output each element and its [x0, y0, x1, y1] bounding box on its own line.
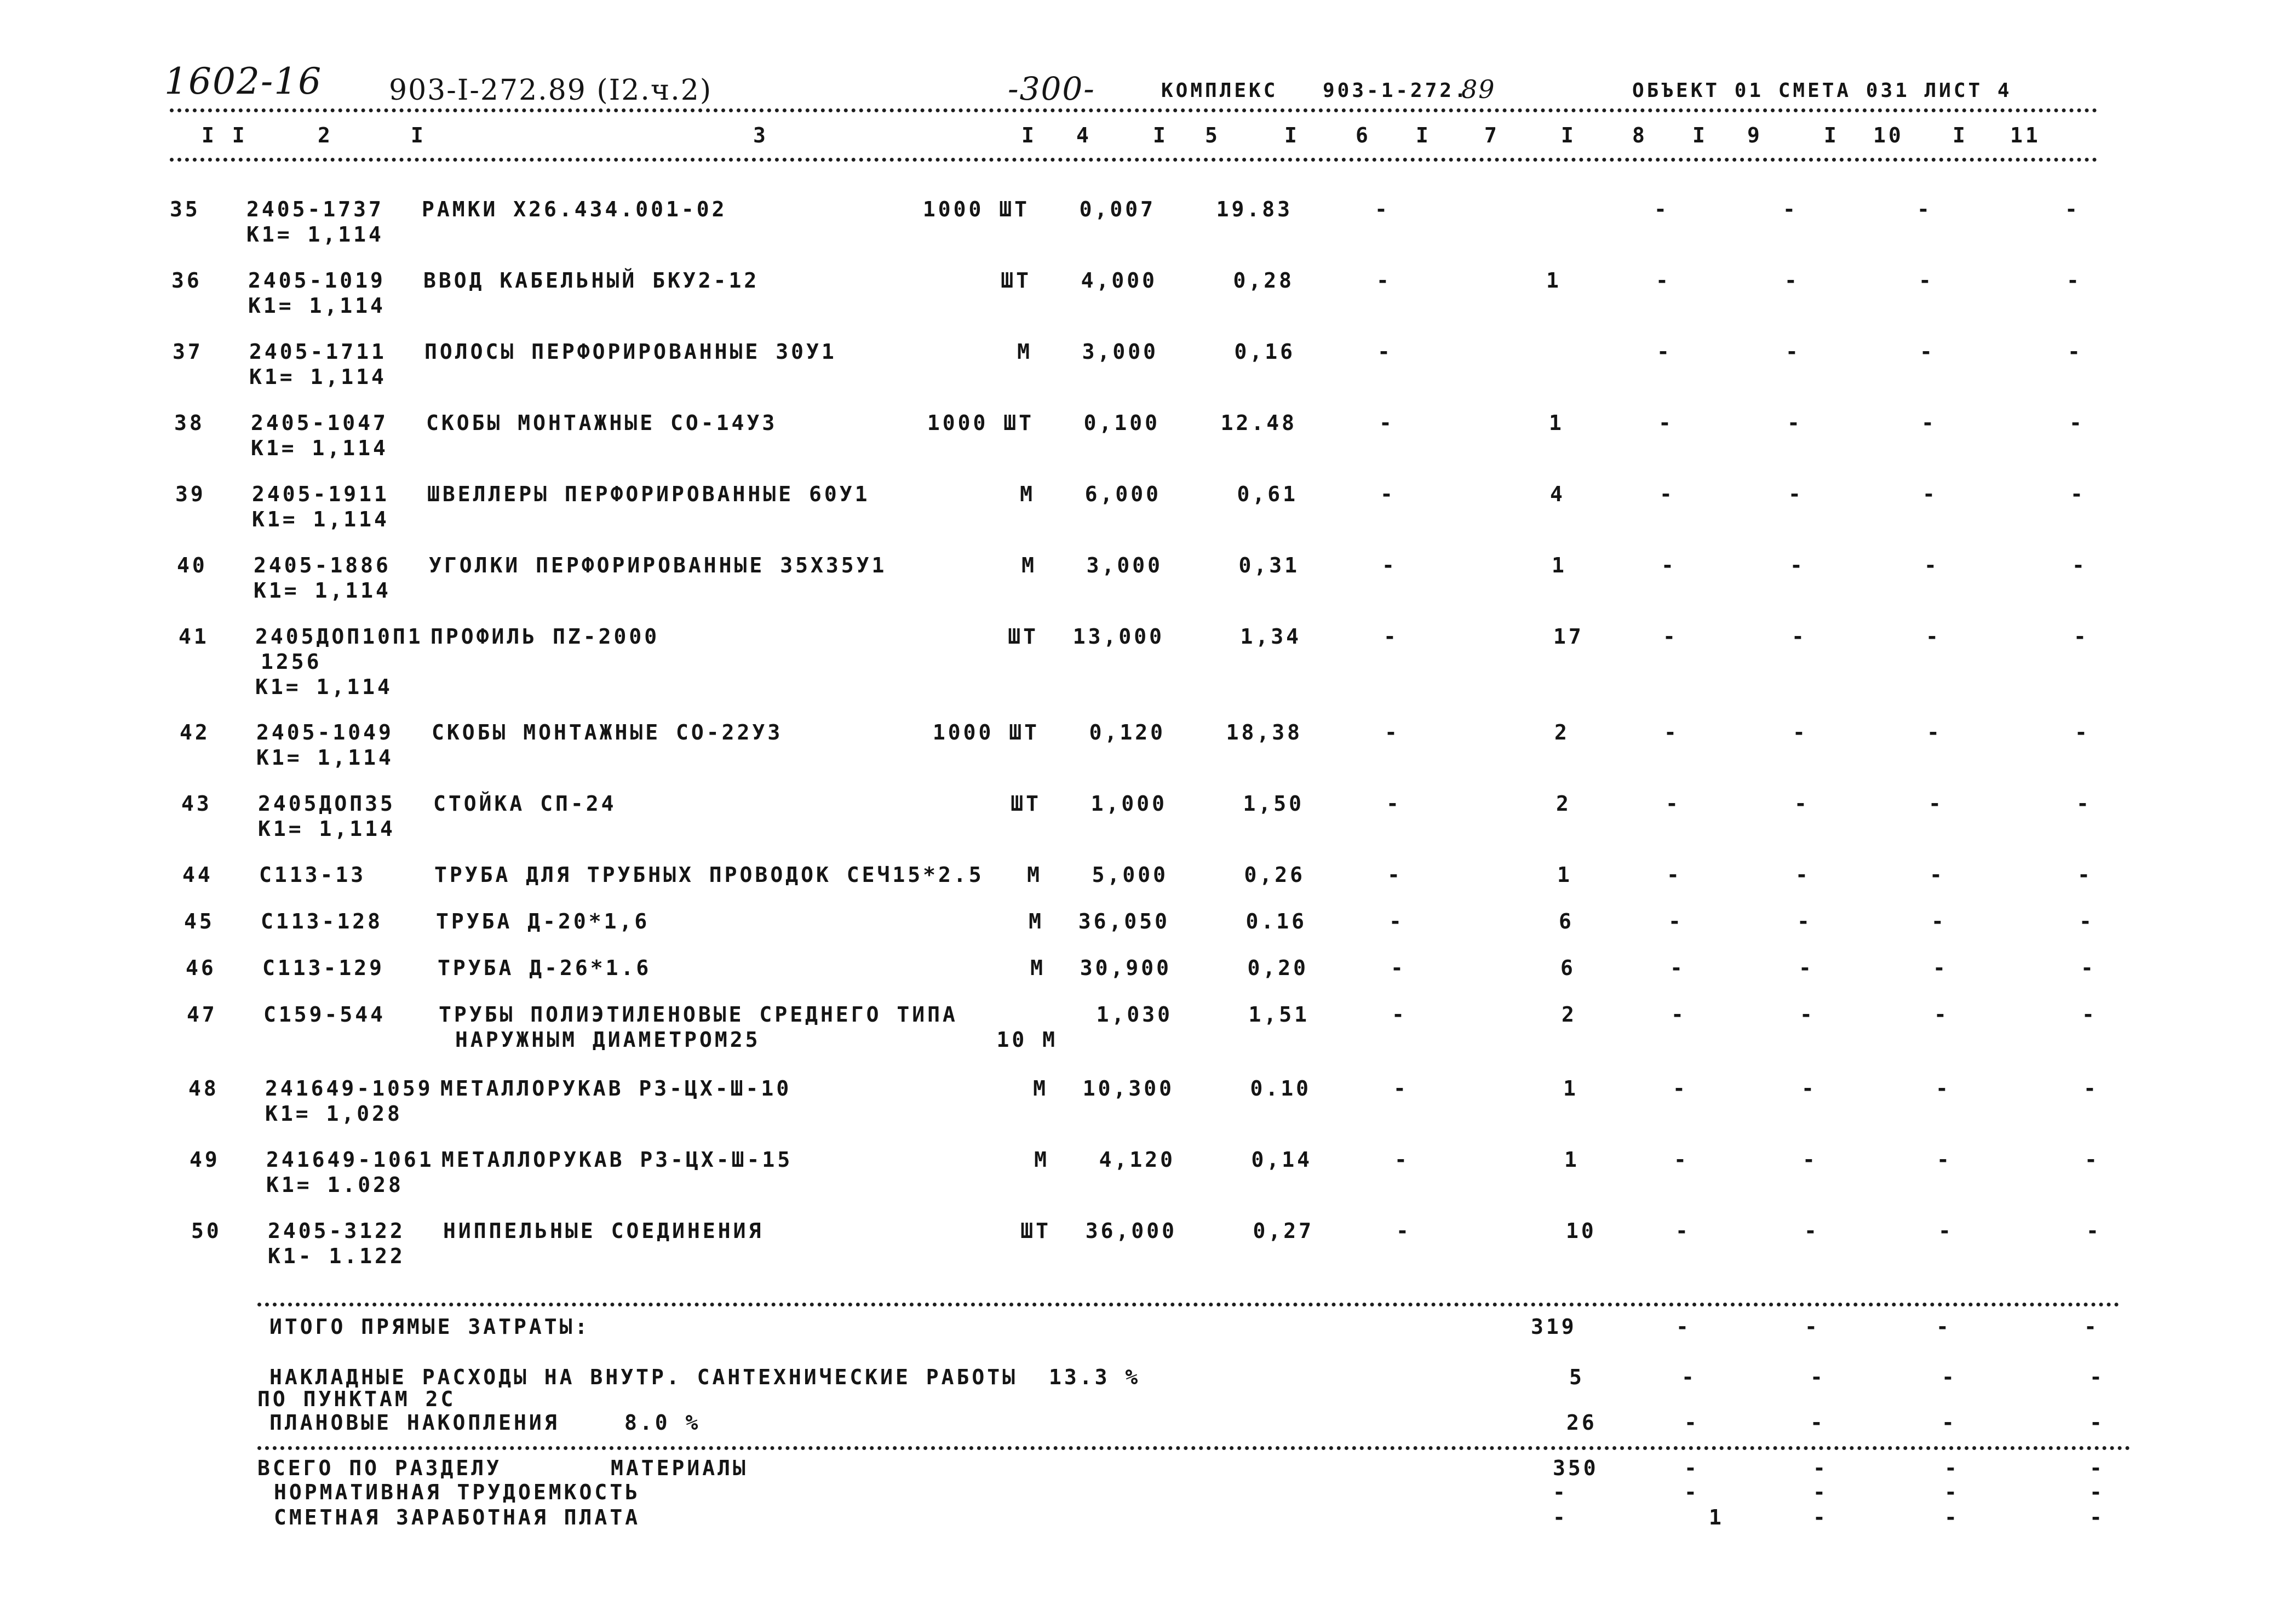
section-total-col9: -	[1813, 1456, 1828, 1480]
complex-label: КОМПЛЕКС	[1161, 79, 1278, 102]
col10-value: -	[1926, 624, 1941, 649]
col6-value: -	[1396, 1219, 1411, 1243]
col7-value: 2	[1554, 720, 1570, 744]
col9-value: -	[1800, 1002, 1815, 1027]
row-number: 44	[182, 863, 213, 887]
table-row	[0, 1076, 2296, 1142]
item-code: 2405-1886	[254, 553, 391, 577]
row-number: 46	[186, 956, 216, 980]
norm-labour-col9: -	[1813, 1480, 1828, 1504]
item-name: ПОЛОСЫ ПЕРФОРИРОВАННЫЕ 30У1	[424, 340, 837, 364]
item-name: СКОБЫ МОНТАЖНЫЕ СО-22У3	[432, 720, 783, 744]
header-rule-top	[170, 108, 2098, 112]
total-direct-col10: -	[1936, 1315, 1951, 1339]
item-unit: М	[1027, 863, 1042, 887]
item-price: 1,50	[1243, 792, 1304, 816]
item-quantity: 1,000	[1090, 792, 1167, 816]
page-number: -300-	[1008, 70, 1095, 107]
item-code: 241649-1061	[266, 1148, 434, 1172]
col6-value: -	[1377, 340, 1393, 364]
overhead-col11: -	[2090, 1365, 2105, 1389]
item-code: 241649-1059	[265, 1076, 433, 1100]
item-name: МЕТАЛЛОРУКАВ Р3-ЦХ-Ш-10	[440, 1076, 792, 1100]
col10-value: -	[1917, 197, 1932, 221]
item-code: 2405-1911	[252, 482, 389, 506]
col7-value: 4	[1550, 482, 1565, 506]
col8-value: -	[1674, 1148, 1689, 1172]
item-code: 2405ДОП35	[258, 792, 395, 816]
table-row	[0, 1219, 2296, 1285]
item-unit-cont: 10 М	[996, 1028, 1058, 1052]
section-total-col7: 350	[1553, 1456, 1599, 1480]
planned-label: ПЛАНОВЫЕ НАКОПЛЕНИЯ	[269, 1411, 560, 1435]
wage-col7: -	[1553, 1505, 1568, 1529]
row-number: 37	[173, 340, 203, 364]
col8-value: -	[1654, 197, 1669, 221]
row-number: 42	[180, 720, 210, 744]
col7-value: 1	[1564, 1148, 1580, 1172]
colhead-2: 2	[318, 123, 333, 147]
col6-value: -	[1382, 553, 1397, 577]
col9-value: -	[1787, 411, 1803, 435]
colhead-7: 7	[1484, 123, 1500, 147]
item-coeff: К1= 1,114	[252, 507, 389, 531]
row-number: 43	[181, 792, 212, 816]
item-name: ВВОД КАБЕЛЬНЫЙ БКУ2-12	[423, 268, 760, 293]
col11-value: -	[2069, 411, 2085, 435]
col7-value: 2	[1556, 792, 1571, 816]
col11-value: -	[2067, 268, 2082, 293]
col8-value: -	[1663, 624, 1678, 649]
overhead-rate: 13.3 %	[1049, 1365, 1141, 1389]
item-code: С113-13	[259, 863, 366, 887]
col8-value: -	[1661, 553, 1677, 577]
col11-value: -	[2086, 1219, 2102, 1243]
total-direct-label: ИТОГО ПРЯМЫЕ ЗАТРАТЫ:	[269, 1315, 590, 1339]
item-coeff: К1= 1,028	[265, 1102, 403, 1126]
col6-value: -	[1379, 411, 1394, 435]
col9-value: -	[1790, 553, 1805, 577]
row-number: 39	[175, 482, 206, 506]
col6-value: -	[1375, 197, 1390, 221]
item-quantity: 36,050	[1078, 909, 1170, 933]
col6-value: -	[1386, 792, 1402, 816]
table-row	[0, 1002, 2296, 1068]
col8-value: -	[1671, 1002, 1686, 1027]
item-name: ШВЕЛЛЕРЫ ПЕРФОРИРОВАННЫЕ 60У1	[427, 482, 870, 506]
item-code: 2405-1711	[249, 340, 387, 364]
col6-value: -	[1392, 1002, 1407, 1027]
item-quantity: 3,000	[1082, 340, 1158, 364]
col10-value: -	[1919, 268, 1934, 293]
item-name: НИППЕЛЬНЫЕ СОЕДИНЕНИЯ	[443, 1219, 764, 1243]
col8-value: -	[1673, 1076, 1688, 1100]
row-number: 47	[187, 1002, 217, 1027]
item-price: 0,28	[1233, 268, 1294, 293]
item-name: СТОЙКА СП-24	[433, 792, 617, 816]
planned-rate: 8.0 %	[624, 1411, 701, 1435]
item-quantity: 10,300	[1082, 1076, 1174, 1100]
col10-value: -	[1937, 1148, 1952, 1172]
item-coeff: К1= 1,114	[248, 294, 386, 318]
col11-value: -	[2081, 956, 2096, 980]
planned-col9: -	[1810, 1411, 1826, 1435]
col9-value: -	[1804, 1219, 1819, 1243]
row-number: 50	[191, 1219, 222, 1243]
col10-value: -	[1938, 1219, 1954, 1243]
column-number-row: I I 2 I 3 I 4 I 5 I 6 I 7 I 8 I 9 I 10 I 11	[202, 123, 2041, 147]
planned-col7: 26	[1566, 1411, 1597, 1435]
overhead-col8: -	[1681, 1365, 1697, 1389]
item-unit: М	[1017, 340, 1032, 364]
col9-value: -	[1786, 340, 1801, 364]
item-unit: ШТ	[1008, 624, 1038, 649]
item-price: 19.83	[1216, 197, 1293, 221]
item-quantity: 0,120	[1089, 720, 1166, 744]
item-name: МЕТАЛЛОРУКАВ Р3-ЦХ-Ш-15	[441, 1148, 793, 1172]
item-code: 2405-1047	[251, 411, 388, 435]
col9-value: -	[1793, 720, 1808, 744]
col7-value: 2	[1562, 1002, 1577, 1027]
item-price: 0.10	[1250, 1076, 1311, 1100]
item-quantity: 0,007	[1079, 197, 1156, 221]
item-price: 18,38	[1226, 720, 1302, 744]
item-quantity: 5,000	[1092, 863, 1168, 887]
item-code: 2405ДОП10П1	[255, 624, 423, 649]
section-materials-label: МАТЕРИАЛЫ	[611, 1456, 748, 1480]
col11-value: -	[2068, 340, 2083, 364]
table-row	[0, 340, 2296, 405]
wage-col9: -	[1813, 1505, 1828, 1529]
item-unit: 1000 ШТ	[927, 411, 1034, 435]
col6-value: -	[1394, 1148, 1410, 1172]
col10-value: -	[1928, 792, 1944, 816]
col10-value: -	[1920, 340, 1935, 364]
col7-value: 1	[1552, 553, 1567, 577]
col9-value: -	[1797, 909, 1812, 933]
col11-value: -	[2074, 624, 2089, 649]
col8-value: -	[1668, 909, 1684, 933]
col7-value: 6	[1560, 956, 1576, 980]
item-quantity: 6,000	[1084, 482, 1161, 506]
col7-value: 1	[1563, 1076, 1579, 1100]
item-quantity: 30,900	[1080, 956, 1172, 980]
item-code: С159-544	[263, 1002, 386, 1027]
overhead-points: ПО ПУНКТАМ 2С	[257, 1387, 456, 1411]
col11-value: -	[2083, 1076, 2099, 1100]
col6-value: -	[1380, 482, 1396, 506]
item-coeff: К1- 1.122	[268, 1244, 405, 1268]
item-unit: М	[1021, 553, 1037, 577]
col8-value: -	[1670, 956, 1685, 980]
col9-value: -	[1801, 1076, 1817, 1100]
header-rule-bottom	[170, 158, 2098, 162]
col8-value: -	[1667, 863, 1682, 887]
col7-value: 17	[1553, 624, 1584, 649]
col11-value: -	[2065, 197, 2080, 221]
item-name: ТРУБА ДЛЯ ТРУБНЫХ ПРОВОДОК СЕЧ15*2.5	[434, 863, 984, 887]
col9-value: -	[1795, 863, 1811, 887]
item-price: 0,26	[1244, 863, 1305, 887]
item-price: 1,51	[1248, 1002, 1310, 1027]
item-code-cont: 1256	[261, 650, 322, 674]
item-coeff: К1= 1,114	[249, 365, 387, 389]
col6-value: -	[1393, 1076, 1409, 1100]
item-price: 0,61	[1237, 482, 1298, 506]
col11-value: -	[2082, 1002, 2097, 1027]
col8-value: -	[1660, 482, 1675, 506]
col10-value: -	[1936, 1076, 1951, 1100]
col6-value: -	[1387, 863, 1403, 887]
norm-labour-col10: -	[1944, 1480, 1960, 1504]
row-number: 45	[184, 909, 215, 933]
item-unit: 1000 ШТ	[932, 720, 1040, 744]
col9-value: -	[1794, 792, 1810, 816]
row-number: 35	[170, 197, 200, 221]
col9-value: -	[1799, 956, 1814, 980]
row-number: 48	[188, 1076, 219, 1100]
summary-rule-1	[257, 1303, 2120, 1306]
table-row	[0, 268, 2296, 334]
col10-value: -	[1921, 411, 1937, 435]
item-unit: М	[1020, 482, 1035, 506]
wage-label: СМЕТНАЯ ЗАРАБОТНАЯ ПЛАТА	[274, 1505, 641, 1529]
table-row	[0, 411, 2296, 477]
norm-labour-col8: -	[1684, 1480, 1700, 1504]
col9-value: -	[1784, 268, 1800, 293]
item-price: 0,16	[1234, 340, 1295, 364]
col6-value: -	[1391, 956, 1406, 980]
col9-value: -	[1792, 624, 1807, 649]
item-code: С113-129	[262, 956, 385, 980]
section-total-col10: -	[1944, 1456, 1960, 1480]
overhead-col9: -	[1810, 1365, 1826, 1389]
item-code: 2405-1019	[248, 268, 386, 293]
row-number: 41	[179, 624, 209, 649]
item-unit: М	[1029, 909, 1044, 933]
col7-value: 1	[1546, 268, 1562, 293]
table-row	[0, 720, 2296, 786]
item-name: РАМКИ Х26.434.001-02	[422, 197, 727, 221]
item-unit: ШТ	[1020, 1219, 1051, 1243]
colhead-6: 6	[1356, 123, 1371, 147]
item-code: 2405-1737	[246, 197, 384, 221]
item-coeff: К1= 1,114	[246, 222, 384, 247]
total-direct-col11: -	[2084, 1315, 2099, 1339]
handwritten-reference: 1602-16	[164, 60, 323, 102]
item-price: 0,27	[1253, 1219, 1314, 1243]
col8-value: -	[1656, 268, 1671, 293]
col8-value: -	[1657, 340, 1672, 364]
item-code: 2405-1049	[256, 720, 394, 744]
overhead-label: НАКЛАДНЫЕ РАСХОДЫ НА ВНУТР. САНТЕХНИЧЕСКИЕ РАБОТЫ	[269, 1365, 1018, 1389]
col10-value: -	[1924, 553, 1939, 577]
col10-value: -	[1930, 863, 1945, 887]
item-code: С113-128	[261, 909, 383, 933]
item-name: УГОЛКИ ПЕРФОРИРОВАННЫЕ 35Х35У1	[429, 553, 887, 577]
col7-value: 1	[1557, 863, 1572, 887]
wage-col8: 1	[1709, 1505, 1724, 1529]
col11-value: -	[2077, 863, 2093, 887]
col11-value: -	[2070, 482, 2086, 506]
item-coeff: К1= 1,114	[256, 746, 394, 770]
col10-value: -	[1927, 720, 1942, 744]
total-direct-col7: 319	[1531, 1315, 1577, 1339]
item-quantity: 0,100	[1083, 411, 1160, 435]
section-total-col11: -	[2090, 1456, 2105, 1480]
item-unit: ШТ	[1001, 268, 1031, 293]
item-name: ТРУБА Д-26*1.6	[438, 956, 652, 980]
item-name: ТРУБА Д-20*1,6	[436, 909, 650, 933]
wage-col11: -	[2090, 1505, 2105, 1529]
norm-labour-col7: -	[1553, 1480, 1568, 1504]
item-quantity: 3,000	[1086, 553, 1163, 577]
table-row	[0, 553, 2296, 619]
item-coeff: К1= 1,114	[251, 436, 388, 460]
colhead-5: 5	[1205, 123, 1220, 147]
item-unit: ШТ	[1011, 792, 1041, 816]
colhead-11: 11	[2010, 123, 2041, 147]
col10-value: -	[1922, 482, 1938, 506]
col8-value: -	[1658, 411, 1674, 435]
item-price: 0,31	[1238, 553, 1300, 577]
item-price: 1,34	[1240, 624, 1301, 649]
wage-col10: -	[1944, 1505, 1960, 1529]
col11-value: -	[2085, 1148, 2100, 1172]
col7-value: 10	[1566, 1219, 1597, 1243]
colhead-9: 9	[1747, 123, 1763, 147]
col8-value: -	[1664, 720, 1679, 744]
item-quantity: 4,000	[1081, 268, 1157, 293]
row-number: 40	[177, 553, 208, 577]
item-unit: М	[1034, 1148, 1049, 1172]
col11-value: -	[2079, 909, 2094, 933]
col7-value: 1	[1549, 411, 1564, 435]
table-row	[0, 792, 2296, 857]
complex-code: 903-1-272.	[1323, 79, 1469, 102]
item-coeff: К1= 1,114	[254, 578, 391, 603]
planned-col11: -	[2090, 1411, 2105, 1435]
complex-code-year: 89	[1461, 74, 1496, 104]
item-name-cont: НАРУЖНЫМ ДИАМЕТРОМ25	[455, 1028, 761, 1052]
item-quantity: 13,000	[1072, 624, 1164, 649]
item-unit: 1000 ШТ	[922, 197, 1030, 221]
col9-value: -	[1803, 1148, 1818, 1172]
row-number: 38	[174, 411, 205, 435]
summary-rule-2	[257, 1446, 2131, 1450]
row-number: 36	[171, 268, 202, 293]
overhead-col10: -	[1942, 1365, 1957, 1389]
col9-value: -	[1783, 197, 1798, 221]
item-unit: М	[1033, 1076, 1048, 1100]
norm-labour-col11: -	[2090, 1480, 2105, 1504]
item-coeff: К1= 1,114	[258, 817, 395, 841]
item-name: ПРОФИЛЬ ПZ-2000	[431, 624, 660, 649]
planned-col10: -	[1942, 1411, 1957, 1435]
col8-value: -	[1675, 1219, 1691, 1243]
col6-value: -	[1384, 624, 1399, 649]
col6-value: -	[1376, 268, 1392, 293]
table-row	[0, 1148, 2296, 1213]
document-code: 903-I-272.89 (I2.ч.2)	[389, 74, 713, 107]
section-total-label: ВСЕГО ПО РАЗДЕЛУ	[257, 1456, 502, 1480]
item-price: 12.48	[1220, 411, 1297, 435]
col10-value: -	[1934, 1002, 1949, 1027]
table-row	[0, 482, 2296, 548]
item-quantity: 36,000	[1085, 1219, 1177, 1243]
item-coeff: К1= 1,114	[255, 675, 393, 699]
section-total-col8: -	[1684, 1456, 1700, 1480]
item-quantity: 4,120	[1099, 1148, 1175, 1172]
colhead-3: 3	[753, 123, 768, 147]
table-row	[0, 197, 2296, 263]
total-direct-col8: -	[1676, 1315, 1691, 1339]
total-direct-col9: -	[1805, 1315, 1820, 1339]
colhead-4: 4	[1076, 123, 1092, 147]
colhead-8: 8	[1632, 123, 1648, 147]
item-quantity: 1,030	[1096, 1002, 1173, 1027]
col10-value: -	[1931, 909, 1947, 933]
col7-value: 6	[1559, 909, 1574, 933]
col11-value: -	[2075, 720, 2090, 744]
col11-value: -	[2076, 792, 2092, 816]
col9-value: -	[1788, 482, 1804, 506]
colhead-10: 10	[1873, 123, 1904, 147]
planned-col8: -	[1684, 1411, 1700, 1435]
item-coeff: К1= 1.028	[266, 1173, 404, 1197]
row-number: 49	[190, 1148, 220, 1172]
col6-value: -	[1389, 909, 1404, 933]
item-price: 0.16	[1245, 909, 1307, 933]
item-name: ТРУБЫ ПОЛИЭТИЛЕНОВЫЕ СРЕДНЕГО ТИПА	[439, 1002, 958, 1027]
col8-value: -	[1666, 792, 1681, 816]
col6-value: -	[1385, 720, 1400, 744]
item-price: 0,14	[1251, 1148, 1312, 1172]
overhead-col7: 5	[1569, 1365, 1585, 1389]
item-code: 2405-3122	[268, 1219, 405, 1243]
item-name: СКОБЫ МОНТАЖНЫЕ СО-14У3	[426, 411, 778, 435]
col11-value: -	[2072, 553, 2087, 577]
item-unit: М	[1030, 956, 1046, 980]
col10-value: -	[1933, 956, 1948, 980]
table-row	[0, 624, 2296, 699]
norm-labour-label: НОРМАТИВНАЯ ТРУДОЕМКОСТЬ	[274, 1480, 641, 1504]
item-price: 0,20	[1247, 956, 1308, 980]
object-info: ОБЪЕКТ 01 СМЕТА 031 ЛИСТ 4	[1632, 79, 2012, 102]
